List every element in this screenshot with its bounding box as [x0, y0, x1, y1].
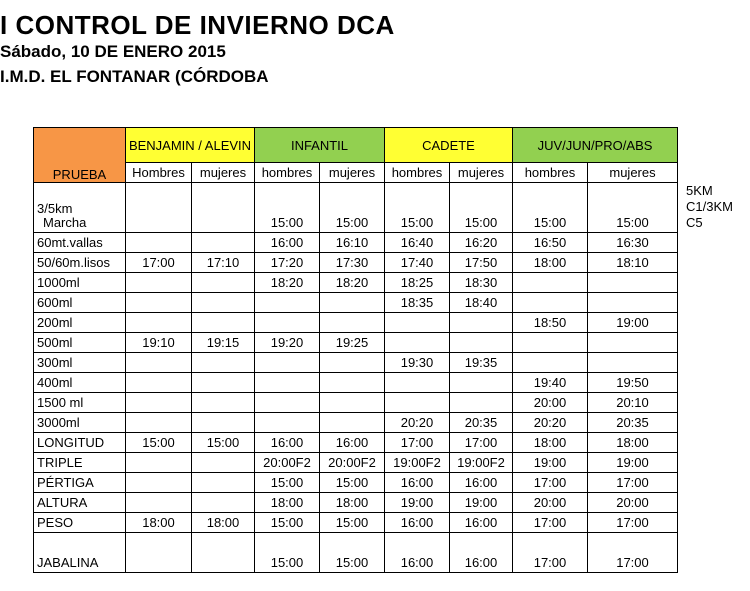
- side-note-line: C1/3KM: [686, 199, 733, 214]
- group-header-infantil: INFANTIL: [255, 128, 385, 163]
- time-cell: [320, 353, 385, 373]
- time-cell: 15:00: [588, 183, 678, 233]
- subheader-cell: hombres: [255, 163, 320, 183]
- side-note-line: 5KM: [686, 183, 713, 198]
- time-cell: 16:40: [385, 233, 450, 253]
- time-cell: 17:20: [255, 253, 320, 273]
- time-cell: [126, 353, 192, 373]
- time-cell: [588, 333, 678, 353]
- table-row: [34, 233, 678, 253]
- table-row: [34, 413, 678, 433]
- time-cell: [385, 373, 450, 393]
- time-cell: [192, 493, 255, 513]
- time-cell: [450, 373, 513, 393]
- group-header-juv-jun-pro-abs: JUV/JUN/PRO/ABS: [513, 128, 678, 163]
- subheader-cell: hombres: [385, 163, 450, 183]
- time-cell: 17:50: [450, 253, 513, 273]
- event-name-cell: 60mt.vallas: [34, 233, 126, 253]
- event-name-cell: 200ml: [34, 313, 126, 333]
- time-cell: 20:20: [385, 413, 450, 433]
- time-cell: [126, 183, 192, 233]
- time-cell: 20:00: [513, 393, 588, 413]
- time-cell: 19:50: [588, 373, 678, 393]
- table-row: [34, 393, 678, 413]
- time-cell: 19:15: [192, 333, 255, 353]
- time-cell: [192, 313, 255, 333]
- table-row: [34, 533, 678, 573]
- time-cell: 19:00: [588, 313, 678, 333]
- event-name-line: Marcha: [43, 215, 87, 230]
- time-cell: 15:00: [450, 183, 513, 233]
- event-name-cell: ALTURA: [34, 493, 126, 513]
- time-cell: 19:20: [255, 333, 320, 353]
- side-note: [686, 183, 733, 231]
- time-cell: 17:10: [192, 253, 255, 273]
- time-cell: [192, 353, 255, 373]
- time-cell: 17:00: [588, 473, 678, 493]
- table-row: [34, 353, 678, 373]
- time-cell: [126, 453, 192, 473]
- time-cell: 18:00: [126, 513, 192, 533]
- time-cell: 17:00: [588, 533, 678, 573]
- event-name-cell: 400ml: [34, 373, 126, 393]
- time-cell: [192, 453, 255, 473]
- time-cell: 17:30: [320, 253, 385, 273]
- event-date: Sábado, 10 DE ENERO 2015: [0, 42, 226, 61]
- table-row: [34, 273, 678, 293]
- group-header-cadete: CADETE: [385, 128, 513, 163]
- time-cell: 15:00: [320, 183, 385, 233]
- time-cell: 15:00: [320, 473, 385, 493]
- time-cell: [192, 413, 255, 433]
- event-name-cell: TRIPLE: [34, 453, 126, 473]
- time-cell: 16:00: [385, 513, 450, 533]
- time-cell: 20:00F2: [320, 453, 385, 473]
- time-cell: 15:00: [255, 183, 320, 233]
- time-cell: [513, 333, 588, 353]
- time-cell: [192, 373, 255, 393]
- time-cell: [385, 333, 450, 353]
- table-row: [34, 433, 678, 453]
- time-cell: [513, 353, 588, 373]
- time-cell: 17:00: [588, 513, 678, 533]
- time-cell: [126, 393, 192, 413]
- time-cell: 18:30: [450, 273, 513, 293]
- time-cell: 18:35: [385, 293, 450, 313]
- time-cell: 19:10: [126, 333, 192, 353]
- table-row: [34, 453, 678, 473]
- time-cell: 20:10: [588, 393, 678, 413]
- time-cell: [126, 233, 192, 253]
- time-cell: [450, 393, 513, 413]
- side-note-line: C5: [686, 215, 703, 230]
- time-cell: 18:20: [320, 273, 385, 293]
- time-cell: 19:35: [450, 353, 513, 373]
- time-cell: 20:00: [588, 493, 678, 513]
- time-cell: [126, 473, 192, 493]
- table-row: [34, 513, 678, 533]
- time-cell: [588, 273, 678, 293]
- time-cell: 15:00: [255, 533, 320, 573]
- time-cell: 18:40: [450, 293, 513, 313]
- time-cell: 19:30: [385, 353, 450, 373]
- time-cell: 15:00: [320, 513, 385, 533]
- subheader-cell: hombres: [513, 163, 588, 183]
- time-cell: 18:00: [192, 513, 255, 533]
- time-cell: 17:00: [513, 473, 588, 493]
- event-name-cell: 600ml: [34, 293, 126, 313]
- time-cell: [126, 373, 192, 393]
- time-cell: 17:40: [385, 253, 450, 273]
- time-cell: [192, 473, 255, 493]
- subheader-cell: mujeres: [192, 163, 255, 183]
- time-cell: 16:00: [320, 433, 385, 453]
- time-cell: [255, 353, 320, 373]
- time-cell: [192, 233, 255, 253]
- time-cell: [126, 293, 192, 313]
- time-cell: 18:20: [255, 273, 320, 293]
- event-venue: I.M.D. EL FONTANAR (CÓRDOBA: [0, 67, 269, 86]
- event-name-cell: 50/60m.lisos: [34, 253, 126, 273]
- time-cell: [255, 293, 320, 313]
- time-cell: 15:00: [255, 473, 320, 493]
- time-cell: 18:00: [320, 493, 385, 513]
- time-cell: 18:50: [513, 313, 588, 333]
- time-cell: 18:00: [513, 433, 588, 453]
- time-cell: 15:00: [192, 433, 255, 453]
- time-cell: [320, 413, 385, 433]
- time-cell: [126, 273, 192, 293]
- time-cell: [255, 413, 320, 433]
- event-name-cell: PESO: [34, 513, 126, 533]
- time-cell: 16:00: [450, 513, 513, 533]
- subheader-cell: Hombres: [126, 163, 192, 183]
- time-cell: 20:35: [450, 413, 513, 433]
- event-name-cell: [34, 183, 126, 233]
- time-cell: 17:00: [126, 253, 192, 273]
- time-cell: 16:20: [450, 233, 513, 253]
- event-name-cell: 300ml: [34, 353, 126, 373]
- time-cell: 18:00: [588, 433, 678, 453]
- time-cell: [320, 393, 385, 413]
- time-cell: 15:00: [513, 183, 588, 233]
- time-cell: 16:00: [385, 533, 450, 573]
- time-cell: [126, 413, 192, 433]
- time-cell: 16:30: [588, 233, 678, 253]
- time-cell: 16:00: [450, 533, 513, 573]
- event-name-cell: 1000ml: [34, 273, 126, 293]
- time-cell: 19:40: [513, 373, 588, 393]
- event-name-cell: PÉRTIGA: [34, 473, 126, 493]
- time-cell: 19:00: [588, 453, 678, 473]
- time-cell: [255, 313, 320, 333]
- time-cell: 18:00: [255, 493, 320, 513]
- subheader-cell: mujeres: [450, 163, 513, 183]
- time-cell: [192, 293, 255, 313]
- time-cell: 18:00: [513, 253, 588, 273]
- event-name-cell: LONGITUD: [34, 433, 126, 453]
- event-name-cell: JABALINA: [34, 533, 126, 573]
- time-cell: 17:00: [513, 513, 588, 533]
- time-cell: [385, 313, 450, 333]
- time-cell: 18:25: [385, 273, 450, 293]
- time-cell: [126, 533, 192, 573]
- prueba-header: PRUEBA: [34, 128, 126, 183]
- event-name-cell: 1500 ml: [34, 393, 126, 413]
- time-cell: 19:00F2: [385, 453, 450, 473]
- time-cell: 20:00F2: [255, 453, 320, 473]
- time-cell: 16:50: [513, 233, 588, 253]
- time-cell: 19:00F2: [450, 453, 513, 473]
- time-cell: 16:00: [385, 473, 450, 493]
- table-row: [34, 333, 678, 353]
- time-cell: 20:00: [513, 493, 588, 513]
- time-cell: 17:00: [450, 433, 513, 453]
- table-row: [34, 373, 678, 393]
- time-cell: [450, 333, 513, 353]
- time-cell: 17:00: [385, 433, 450, 453]
- event-name-cell: 500ml: [34, 333, 126, 353]
- document-title: I CONTROL DE INVIERNO DCA: [0, 10, 395, 40]
- time-cell: [320, 373, 385, 393]
- table-row: [34, 253, 678, 273]
- time-cell: [320, 313, 385, 333]
- time-cell: [385, 393, 450, 413]
- time-cell: [192, 183, 255, 233]
- time-cell: [255, 393, 320, 413]
- time-cell: [192, 273, 255, 293]
- time-cell: 19:00: [450, 493, 513, 513]
- time-cell: 19:00: [385, 493, 450, 513]
- time-cell: 15:00: [126, 433, 192, 453]
- time-cell: 19:00: [513, 453, 588, 473]
- time-cell: [513, 293, 588, 313]
- time-cell: 15:00: [255, 513, 320, 533]
- time-cell: 15:00: [385, 183, 450, 233]
- table-row: [34, 313, 678, 333]
- time-cell: [588, 353, 678, 373]
- table-row: [34, 493, 678, 513]
- time-cell: 19:25: [320, 333, 385, 353]
- table-row: [34, 183, 678, 233]
- time-cell: 20:35: [588, 413, 678, 433]
- table-row: [34, 293, 678, 313]
- time-cell: [255, 373, 320, 393]
- time-cell: [126, 493, 192, 513]
- time-cell: [192, 533, 255, 573]
- subheader-cell: mujeres: [588, 163, 678, 183]
- time-cell: [588, 293, 678, 313]
- time-cell: [513, 273, 588, 293]
- event-name-cell: 3000ml: [34, 413, 126, 433]
- group-header-benjamin-alevin: BENJAMIN / ALEVIN: [126, 128, 255, 163]
- time-cell: 17:00: [513, 533, 588, 573]
- time-cell: 16:00: [450, 473, 513, 493]
- time-cell: [450, 313, 513, 333]
- subheader-cell: mujeres: [320, 163, 385, 183]
- event-name-line: 3/5km: [37, 201, 73, 216]
- time-cell: 18:10: [588, 253, 678, 273]
- time-cell: 16:10: [320, 233, 385, 253]
- schedule-table: [33, 127, 678, 573]
- time-cell: 15:00: [320, 533, 385, 573]
- time-cell: [192, 393, 255, 413]
- time-cell: 16:00: [255, 233, 320, 253]
- time-cell: 20:20: [513, 413, 588, 433]
- table-row: [34, 473, 678, 493]
- time-cell: [320, 293, 385, 313]
- time-cell: 16:00: [255, 433, 320, 453]
- time-cell: [126, 313, 192, 333]
